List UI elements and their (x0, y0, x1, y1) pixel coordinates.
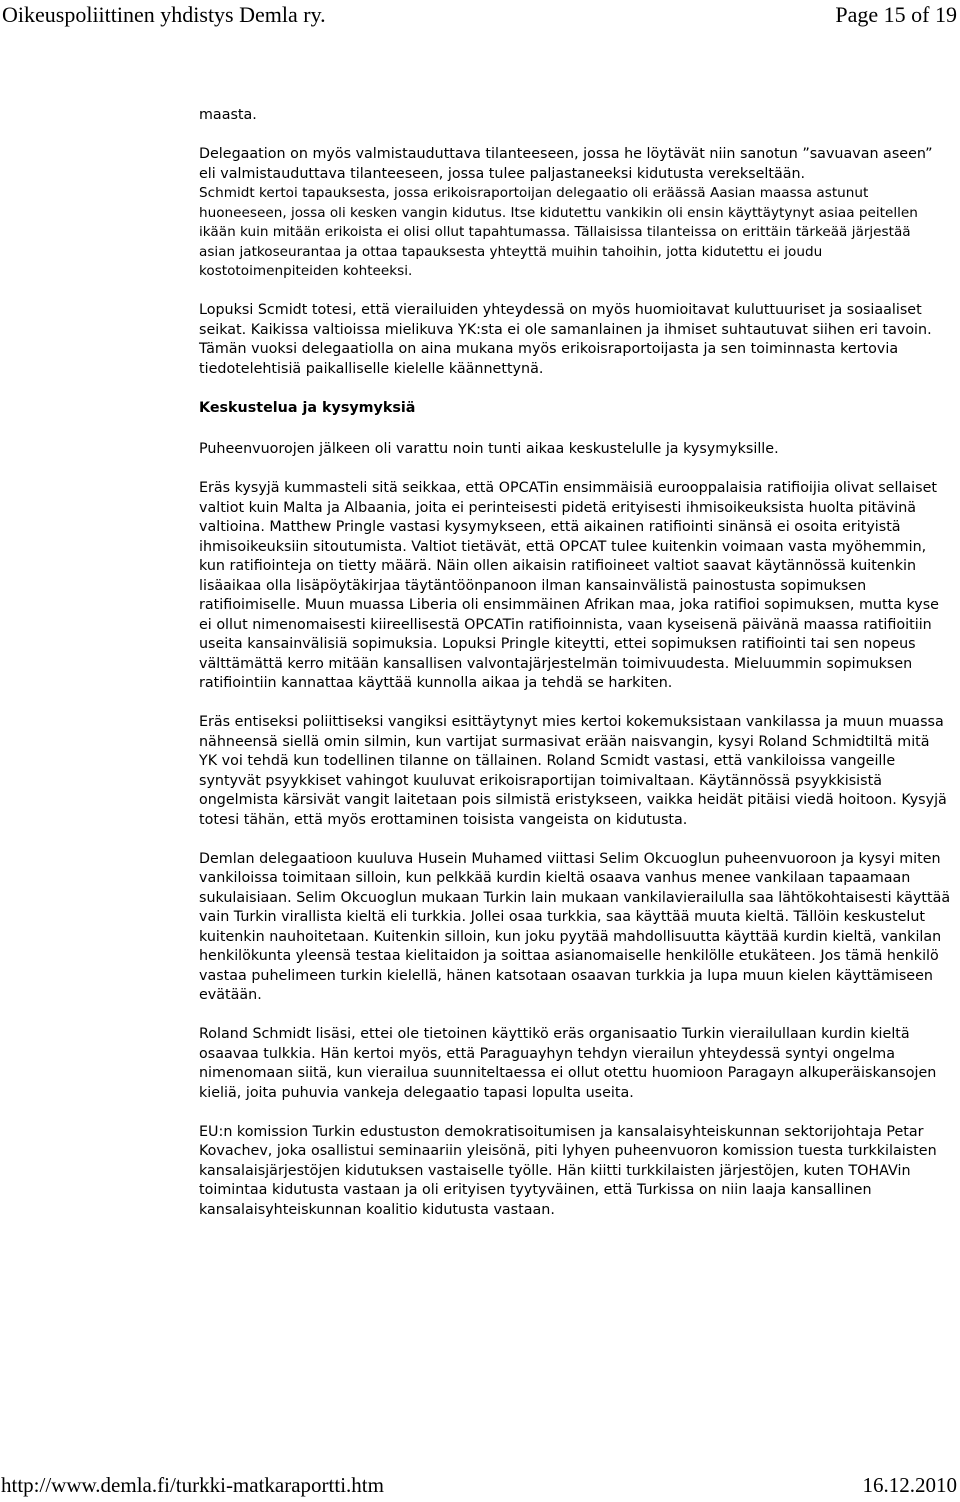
paragraph-kurdish-language: Demlan delegaatioon kuuluva Husein Muhamed viittasi Selim Okcuoglun puheenvuoroon ja kysyi miten vankiloissa toimitaan silloin, kun pelkkää kurdin kieltä osaava vanhus menee vankilaan tapaamaan sukulaisiaan. Selim Okcuoglun mukaan Turkin lain mukaan vankilavierailulla saa lähtökohtaisesti käyttää vain Turkin virallista kieltä eli turkkia. Jollei osaa turkkia, saa käyttää muuta kieltä. Tällöin keskustelut kuitenkin nauhoitetaan. Kuitenkin silloin, kun joku pyytää mahdollisuutta käyttää kurdin kieltä, vankilan henkilökunta yleensä testaa kielitaidon ja soittaa asianomaiselle henkilölle etukäteen. Jos tämä henkilö vastaa puhelimeen turkin kielellä, hänen katsotaan osaavan turkkia ja lupa muun kielen käyttämiseen evätään. (199, 850, 951, 1003)
paragraph-political-prisoner: Eräs entiseksi poliittiseksi vangiksi esittäytynyt mies kertoi kokemuksistaan vankilassa ja muun muassa nähneensä siellä omin silmin, kun vartijat surmasivat erään naisvangin, kysyi Roland Schmidtiltä mitä YK voi tehdä kun todellinen tilanne on tällainen. Roland Scmidt vastasi, että vankiloissa vangeille syntyvät psyykkiset vahingot kuuluvat erikoisraportijan toimivaltaan. Käytännössä psyykkisistä ongelmista kärsivät vangit laitetaan pois silmistä eristykseen, vaikka heidät pitäisi viedä hoitoon. Kysyjä totesi tähän, että myös erottaminen toisista vangeista on kidutusta. (199, 714, 947, 828)
paragraph-interpreters: Roland Schmidt lisäsi, ettei ole tietoinen käyttikö eräs organisaatio Turkin vierailullaan kurdin kieltä osaavaa tulkkia. Hän kertoi myös, että Paraguayhyn tehdyn vierailun yhteydessä syntyi ongelma nimenomaan siitä, kun vierailua suunniteltaessa ei ollut otettu huomioon Paragayn alkuperäiskansojen kieliä, joita puhuvia vankeja delegaatio tapasi lopulta useita. (199, 1026, 937, 1101)
page-header (0, 0, 960, 30)
header-organization: Oikeuspoliittinen yhdistys Demla ry. (2, 2, 326, 27)
paragraph-delegaatio: Delegaation on myös valmistauduttava tilanteeseen, jossa he löytävät niin sanotun ”savuavan aseen” eli valmistauduttava tilanteeseen, jossa tulee paljastaneeksi kidutusta verekseltään. (199, 146, 933, 182)
footer-date: 16.12.2010 (862, 1473, 957, 1497)
paragraph-schmidt-example: Schmidt kertoi tapauksesta, jossa erikoisraportoijan delegaatio oli eräässä Aasian maassa astunut huoneeseen, jossa oli kesken vangin kidutus. Itse kidutettu vankikin oli ensin käyttäytynyt asiaa peitellen ikään kuin mitään erikoista ei olisi ollut tapahtumassa. Tällaisissa tilanteissa on erittäin tärkeää järjestää asian jatkoseurantaa ja ottaa tapauksesta yhteyttä muihin tahoihin, jotta kidutettu ei joudu kostotoimenpiteiden kohteeksi. (199, 185, 918, 279)
paragraph-cultural-aspects: Lopuksi Scmidt totesi, että vierailuiden yhteydessä on myös huomioitavat kuluttuuriset ja sosiaaliset seikat. Kaikissa valtioissa mielikuva YK:sta ei ole samanlainen ja ihmiset suhtautuvat siihen eri tavoin. Tämän vuoksi delegaatiolla on aina mukana myös erikoisraportoijasta ja sen toiminnasta kertovia tiedotelehtisiä paikalliselle kielelle käännettynä. (199, 302, 932, 377)
section-heading: Keskustelua ja kysymyksiä (199, 399, 416, 416)
page-footer (0, 1470, 960, 1500)
paragraph-eu-commission: EU:n komission Turkin edustuston demokratisoitumisen ja kansalaisyhteiskunnan sektorijohtaja Petar Kovachev, joka osallistui seminaariin yleisönä, piti lyhyen puheenvuoron komission tuesta turkkilaisten kansalaisjärjestöjen kidutuksen vastaiselle työlle. Hän kiitti turkkilaisten järjestöjen, kuten TOHAVin toimintaa kidutusta vastaan ja oli erityisen tyytyväinen, että Turkissa on niin laaja kansallinen kansalaisyhteiskunnan koalitio kidutusta vastaan. (199, 1123, 937, 1218)
footer-url-link[interactable]: http://www.demla.fi/turkki-matkaraportti.htm (1, 1473, 384, 1497)
paragraph-discussion-intro: Puheenvuorojen jälkeen oli varattu noin tunti aikaa keskustelulle ja kysymyksille. (199, 441, 779, 457)
header-page-number: Page 15 of 19 (835, 2, 957, 27)
document-body (199, 106, 951, 1240)
paragraph-opcat-question: Eräs kysyjä kummasteli sitä seikkaa, että OPCATin ensimmäisiä eurooppalaisia ratifioijia olivat sellaiset valtiot kuin Malta ja Albaania, joita ei perinteisesti pidetä erityisesti ihmisoikeuksista huolta pitävinä valtioina. Matthew Pringle vastasi kysymykseen, että aikainen ratifiointi sinänsä ei osoita erityistä ihmisoikeuksiin sitoutumista. Valtiot tietävät, että OPCAT tulee kuitenkin voimaan vasta myöhemmin, kun ratifiointeja on tietty määrä. Näin ollen aikaisin ratifioineet valtiot saavat käytännössä kuitenkin lisäaikaa olla lisäpöytäkirjaa täytäntöönpanoon ilman kansainvälistä painostusta sopimuksen ratifioimiselle. Muun muassa Liberia oli ensimmäinen Afrikan maa, joka ratifioi sopimuksen, mutta kyse ei ollut nimenomaisesti kiireellisestä OPCATin ratifioinnista, vaan kyseisenä päivänä maassa ratifioitiin useita kansainvälisiä sopimuksia. Lopuksi Pringle kiteytti, ettei sopimuksen ratifiointi tai sen nopeus välttämättä kerro mitään kansallisen valvontajärjestelmän toimivuudesta. Mieluummin sopimuksen ratifiointiin kannattaa käyttää kunnolla aikaa ja tehdä se harkiten. (199, 480, 939, 691)
paragraph-maasta: maasta. (199, 107, 257, 123)
